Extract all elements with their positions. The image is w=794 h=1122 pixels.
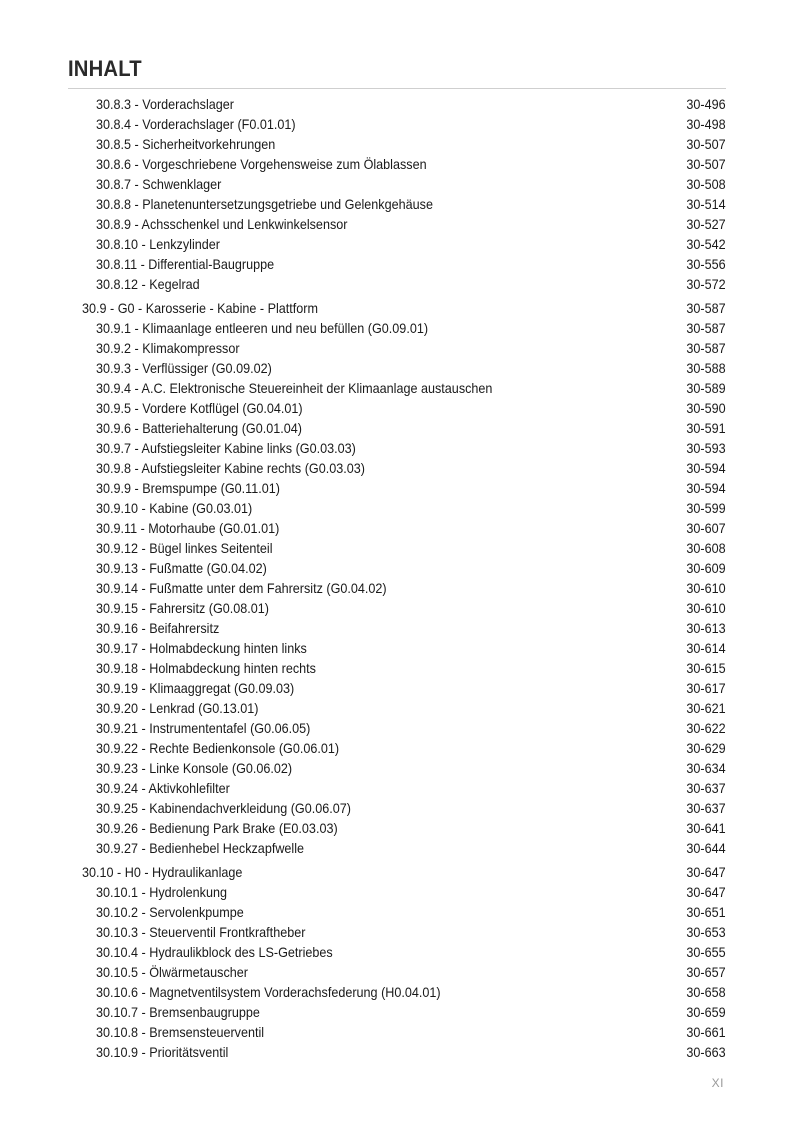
toc-entry-page: 30-589 [686,380,726,396]
toc-entry-page: 30-637 [686,780,726,796]
toc-entry-page: 30-508 [686,176,726,192]
toc-entry-title: 30.9.15 - Fahrersitz (G0.08.01) [96,600,269,616]
toc-entry-page: 30-514 [686,196,726,212]
toc-entry[interactable] [0,274,794,294]
toc-entry-page: 30-647 [686,884,726,900]
toc-entry-page: 30-661 [686,1024,726,1040]
toc-entry[interactable] [0,358,794,378]
toc-entry[interactable] [0,678,794,698]
toc-entry[interactable] [0,718,794,738]
toc-entry-page: 30-617 [686,680,726,696]
toc-entry-page: 30-622 [686,720,726,736]
toc-entry-page: 30-599 [686,500,726,516]
toc-entry-page: 30-590 [686,400,726,416]
toc-entry-title: 30.8.3 - Vorderachslager [96,96,234,112]
toc-entry-title: 30.9.25 - Kabinendachverkleidung (G0.06.07) [96,800,351,816]
toc-entry-page: 30-588 [686,360,726,376]
toc-entry-page: 30-653 [686,924,726,940]
toc-entry-page: 30-587 [686,320,726,336]
toc-section-entry[interactable] [0,298,794,318]
toc-entry-page: 30-609 [686,560,726,576]
toc-entry[interactable] [0,154,794,174]
toc-entry-title: 30.9.14 - Fußmatte unter dem Fahrersitz (G0.04.02) [96,580,387,596]
toc-entry-title: 30.10.9 - Prioritätsventil [96,1044,229,1060]
toc-entry-title: 30.10.5 - Ölwärmetauscher [96,964,248,980]
toc-entry[interactable] [0,174,794,194]
toc-entry[interactable] [0,378,794,398]
toc-entry[interactable] [0,498,794,518]
toc-entry-title: 30.9.2 - Klimakompressor [96,340,240,356]
toc-entry[interactable] [0,1022,794,1042]
toc-entry-title: 30.10.1 - Hydrolenkung [96,884,227,900]
toc-entry[interactable] [0,234,794,254]
toc-entry-title: 30.10.8 - Bremsensteuerventil [96,1024,265,1040]
toc-entry-title: 30.9.27 - Bedienhebel Heckzapfwelle [96,840,305,856]
toc-entry-page: 30-641 [686,820,726,836]
toc-entry-page: 30-507 [686,156,726,172]
toc-entry-title: 30.9 - G0 - Karosserie - Kabine - Plattform [82,300,318,316]
toc-entry-page: 30-527 [686,216,726,232]
toc-entry-page: 30-637 [686,800,726,816]
toc-entry-title: 30.8.4 - Vorderachslager (F0.01.01) [96,116,296,132]
toc-section-entry[interactable] [0,862,794,882]
toc-entry[interactable] [0,758,794,778]
toc-entry-title: 30.9.18 - Holmabdeckung hinten rechts [96,660,316,676]
toc-entry[interactable] [0,214,794,234]
toc-entry-title: 30.10.7 - Bremsenbaugruppe [96,1004,260,1020]
toc-entry-title: 30.9.19 - Klimaaggregat (G0.09.03) [96,680,295,696]
toc-entry-page: 30-542 [686,236,726,252]
toc-entry-page: 30-496 [686,96,726,112]
toc-entry[interactable] [0,254,794,274]
toc-entry-page: 30-614 [686,640,726,656]
toc-entry[interactable] [0,1042,794,1062]
toc-entry-page: 30-607 [686,520,726,536]
toc-entry[interactable] [0,922,794,942]
toc-entry[interactable] [0,418,794,438]
toc-entry-page: 30-572 [686,276,726,292]
toc-entry-page: 30-655 [686,944,726,960]
toc-entry-title: 30.9.3 - Verflüssiger (G0.09.02) [96,360,272,376]
toc-entry[interactable] [0,638,794,658]
toc-entry[interactable] [0,518,794,538]
toc-entry-page: 30-647 [686,864,726,880]
toc-entry-page: 30-657 [686,964,726,980]
toc-entry-page: 30-634 [686,760,726,776]
toc-entry-page: 30-556 [686,256,726,272]
toc-entry-title: 30.9.26 - Bedienung Park Brake (E0.03.03) [96,820,338,836]
toc-entry-title: 30.10 - H0 - Hydraulikanlage [82,864,243,880]
toc-entry-title: 30.8.8 - Planetenuntersetzungsgetriebe und Gelenkgehäuse [96,196,433,212]
toc-entry-title: 30.9.8 - Aufstiegsleiter Kabine rechts (G0.03.03) [96,460,365,476]
toc-entry[interactable] [0,338,794,358]
toc-entry-page: 30-658 [686,984,726,1000]
toc-entry-title: 30.8.5 - Sicherheitvorkehrungen [96,136,276,152]
toc-entry-title: 30.8.10 - Lenkzylinder [96,236,220,252]
toc-entry[interactable] [0,882,794,902]
toc-entry-title: 30.9.13 - Fußmatte (G0.04.02) [96,560,267,576]
toc-entry-page: 30-613 [686,620,726,636]
toc-entry-page: 30-591 [686,420,726,436]
toc-entry-title: 30.9.20 - Lenkrad (G0.13.01) [96,700,259,716]
toc-entry-title: 30.8.9 - Achsschenkel und Lenkwinkelsensor [96,216,348,232]
toc-entry[interactable] [0,778,794,798]
table-of-contents [0,94,794,1062]
toc-entry[interactable] [0,838,794,858]
toc-entry-page: 30-621 [686,700,726,716]
toc-entry-title: 30.10.4 - Hydraulikblock des LS-Getriebes [96,944,333,960]
toc-entry[interactable] [0,458,794,478]
toc-entry-title: 30.9.11 - Motorhaube (G0.01.01) [96,520,280,536]
toc-entry-page: 30-629 [686,740,726,756]
toc-entry-page: 30-498 [686,116,726,132]
toc-entry-title: 30.9.6 - Batteriehalterung (G0.01.04) [96,420,302,436]
toc-entry-title: 30.8.12 - Kegelrad [96,276,200,292]
toc-entry[interactable] [0,698,794,718]
toc-entry-title: 30.8.7 - Schwenklager [96,176,222,192]
toc-entry-title: 30.9.9 - Bremspumpe (G0.11.01) [96,480,280,496]
toc-entry-page: 30-594 [686,460,726,476]
header-divider [68,88,726,89]
toc-entry[interactable] [0,902,794,922]
toc-entry-title: 30.9.21 - Instrumententafel (G0.06.05) [96,720,311,736]
toc-entry-title: 30.9.24 - Aktivkohlefilter [96,780,230,796]
toc-entry[interactable] [0,798,794,818]
toc-entry-page: 30-594 [686,480,726,496]
toc-entry-page: 30-610 [686,580,726,596]
toc-entry[interactable] [0,598,794,618]
toc-entry[interactable] [0,942,794,962]
toc-entry[interactable] [0,558,794,578]
toc-entry-title: 30.9.7 - Aufstiegsleiter Kabine links (G0.03.03) [96,440,356,456]
toc-entry-title: 30.9.1 - Klimaanlage entleeren und neu befüllen (G0.09.01) [96,320,429,336]
toc-entry[interactable] [0,962,794,982]
toc-entry-page: 30-587 [686,340,726,356]
toc-entry-title: 30.9.12 - Bügel linkes Seitenteil [96,540,273,556]
toc-entry-page: 30-608 [686,540,726,556]
toc-entry-page: 30-507 [686,136,726,152]
toc-entry-page: 30-659 [686,1004,726,1020]
toc-entry-title: 30.10.2 - Servolenkpumpe [96,904,244,920]
toc-entry[interactable] [0,478,794,498]
toc-entry-title: 30.9.23 - Linke Konsole (G0.06.02) [96,760,293,776]
toc-entry-page: 30-663 [686,1044,726,1060]
toc-entry-page: 30-615 [686,660,726,676]
toc-entry-title: 30.10.6 - Magnetventilsystem Vorderachsfederung (H0.04.01) [96,984,441,1000]
toc-entry[interactable] [0,538,794,558]
toc-entry-page: 30-651 [686,904,726,920]
toc-entry[interactable] [0,578,794,598]
toc-entry[interactable] [0,658,794,678]
toc-entry[interactable] [0,398,794,418]
toc-entry[interactable] [0,318,794,338]
toc-entry-title: 30.8.11 - Differential-Baugruppe [96,256,275,272]
toc-entry[interactable] [0,194,794,214]
toc-entry-title: 30.8.6 - Vorgeschriebene Vorgehensweise zum Ölablassen [96,156,427,172]
toc-entry-title: 30.9.5 - Vordere Kotflügel (G0.04.01) [96,400,303,416]
page-title: INHALT [68,56,142,81]
toc-entry[interactable] [0,982,794,1002]
toc-entry[interactable] [0,618,794,638]
toc-entry-title: 30.9.22 - Rechte Bedienkonsole (G0.06.01) [96,740,340,756]
toc-entry-title: 30.9.10 - Kabine (G0.03.01) [96,500,253,516]
toc-entry[interactable] [0,134,794,154]
toc-entry[interactable] [0,738,794,758]
page-number: XI [711,1076,724,1090]
toc-entry-title: 30.9.4 - A.C. Elektronische Steuereinheit der Klimaanlage austauschen [96,380,493,396]
toc-entry[interactable] [0,94,794,114]
toc-entry[interactable] [0,438,794,458]
toc-entry-title: 30.9.16 - Beifahrersitz [96,620,220,636]
toc-entry-page: 30-593 [686,440,726,456]
toc-entry-page: 30-587 [686,300,726,316]
toc-entry[interactable] [0,114,794,134]
toc-entry-page: 30-610 [686,600,726,616]
toc-entry-page: 30-644 [686,840,726,856]
toc-entry[interactable] [0,1002,794,1022]
toc-entry-title: 30.10.3 - Steuerventil Frontkraftheber [96,924,306,940]
toc-entry-title: 30.9.17 - Holmabdeckung hinten links [96,640,307,656]
toc-entry[interactable] [0,818,794,838]
